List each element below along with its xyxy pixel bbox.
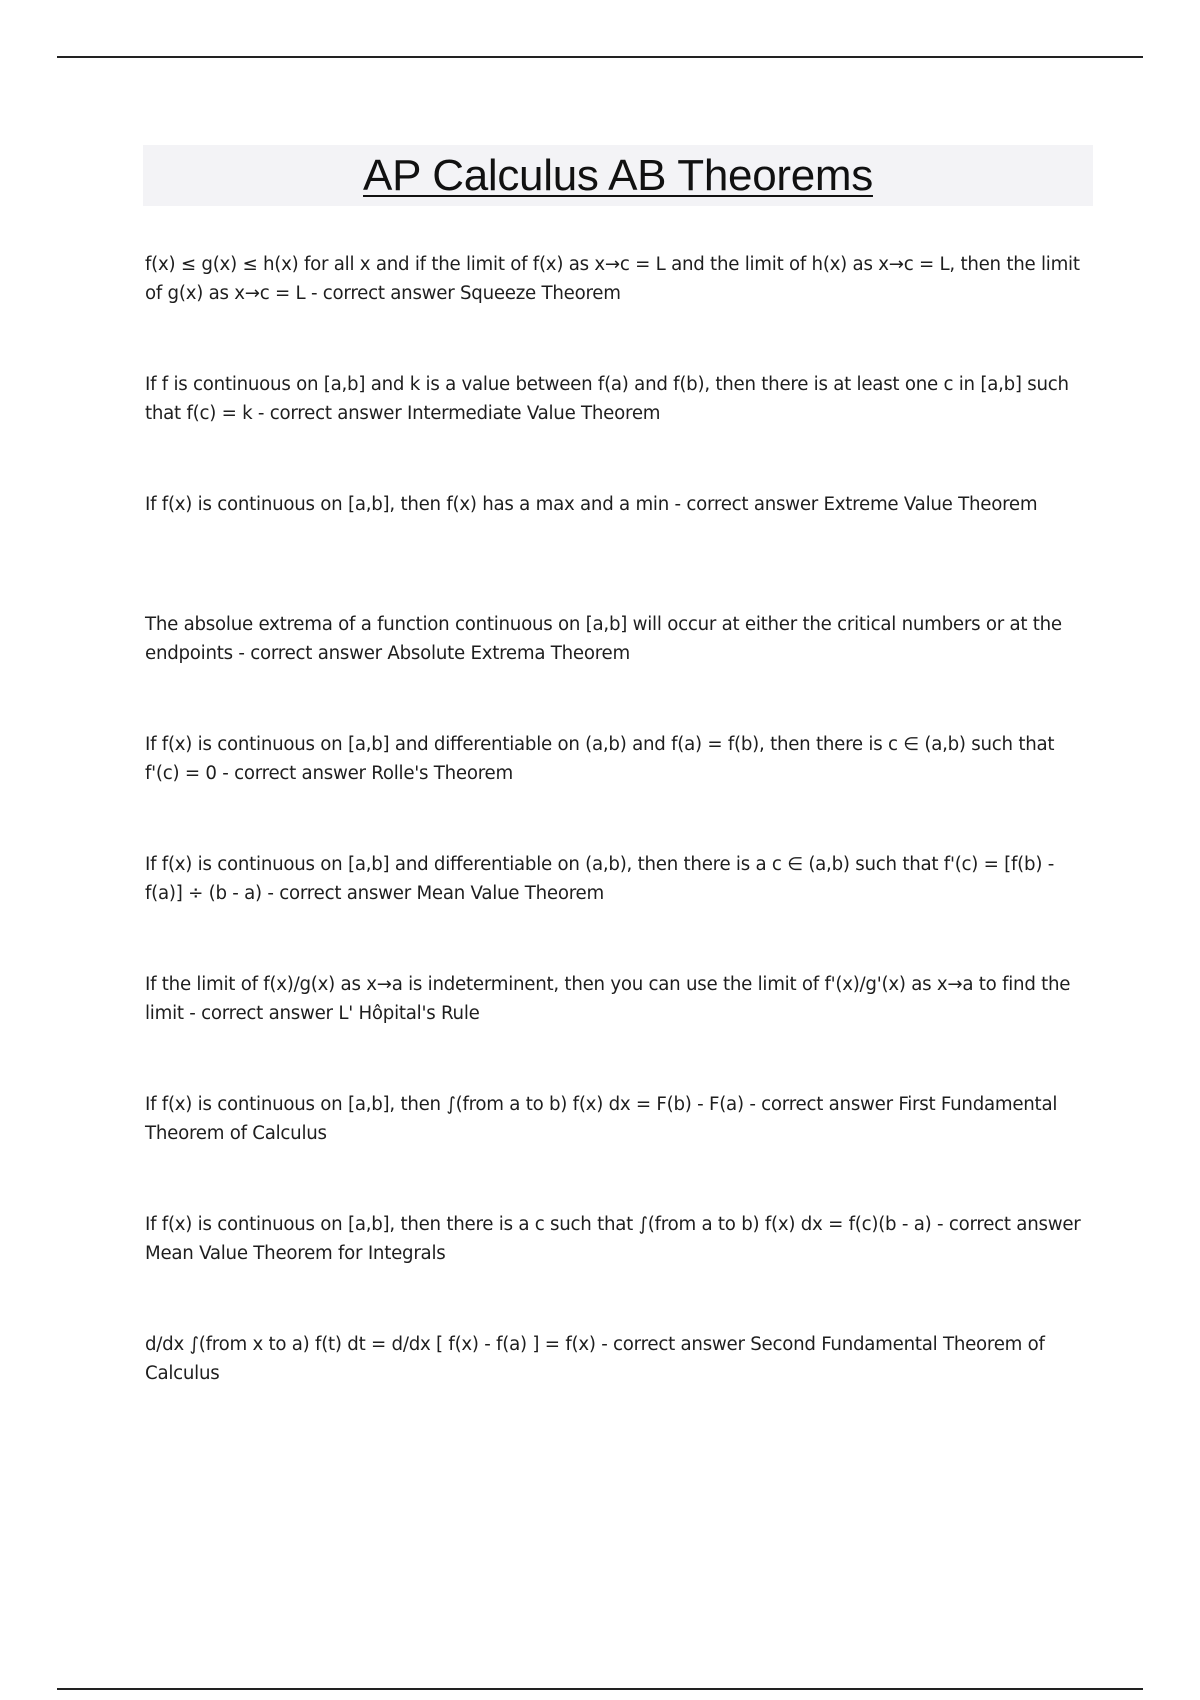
page-title: AP Calculus AB Theorems [363, 150, 873, 200]
title-banner [143, 145, 1093, 206]
footer-rule [57, 1688, 1143, 1690]
theorem-entry-squeeze: f(x) ≤ g(x) ≤ h(x) for all x and if the limit of f(x) as x→c = L and the limit of h(x) as x→c = L, then the limit of g(x) as x→c = L - correct answer Squeeze Theorem [145, 254, 1080, 304]
theorem-entry-lhopitals-rule: If the limit of f(x)/g(x) as x→a is indeterminent, then you can use the limit of f'(x)/g'(x) as x→a to find the limit - correct answer L' Hôpital's Rule [145, 974, 1071, 1024]
theorem-entry-rolles: If f(x) is continuous on [a,b] and differentiable on (a,b) and f(a) = f(b), then there is c ∈ (a,b) such that f'(c) = 0 - correct answer Rolle's Theorem [145, 734, 1055, 784]
header-rule [57, 56, 1143, 58]
theorem-entry-first-fundamental: If f(x) is continuous on [a,b], then ∫(from a to b) f(x) dx = F(b) - F(a) - correct answer First Fundamental Theorem of Calculus [145, 1094, 1058, 1144]
theorem-entry-extreme-value: If f(x) is continuous on [a,b], then f(x) has a max and a min - correct answer Extreme Value Theorem [145, 494, 1038, 515]
theorem-entry-absolute-extrema: The absolue extrema of a function continuous on [a,b] will occur at either the critical numbers or at the endpoints - correct answer Absolute Extrema Theorem [145, 614, 1062, 664]
theorem-list [145, 250, 1090, 1450]
theorem-entry-mean-value-integrals: If f(x) is continuous on [a,b], then there is a c such that ∫(from a to b) f(x) dx = f(c)(b - a) - correct answer Mean Value Theorem for Integrals [145, 1214, 1081, 1264]
theorem-entry-mean-value: If f(x) is continuous on [a,b] and differentiable on (a,b), then there is a c ∈ (a,b) such that f'(c) = [f(b) - f(a)] ÷ (b - a) - correct answer Mean Value Theorem [145, 854, 1055, 904]
theorem-entry-intermediate-value: If f is continuous on [a,b] and k is a value between f(a) and f(b), then there is at least one c in [a,b] such that f(c) = k - correct answer Intermediate Value Theorem [145, 374, 1069, 424]
theorem-entry-second-fundamental: d/dx ∫(from x to a) f(t) dt = d/dx [ f(x) - f(a) ] = f(x) - correct answer Second Fundamental Theorem of Calculus [145, 1334, 1045, 1384]
